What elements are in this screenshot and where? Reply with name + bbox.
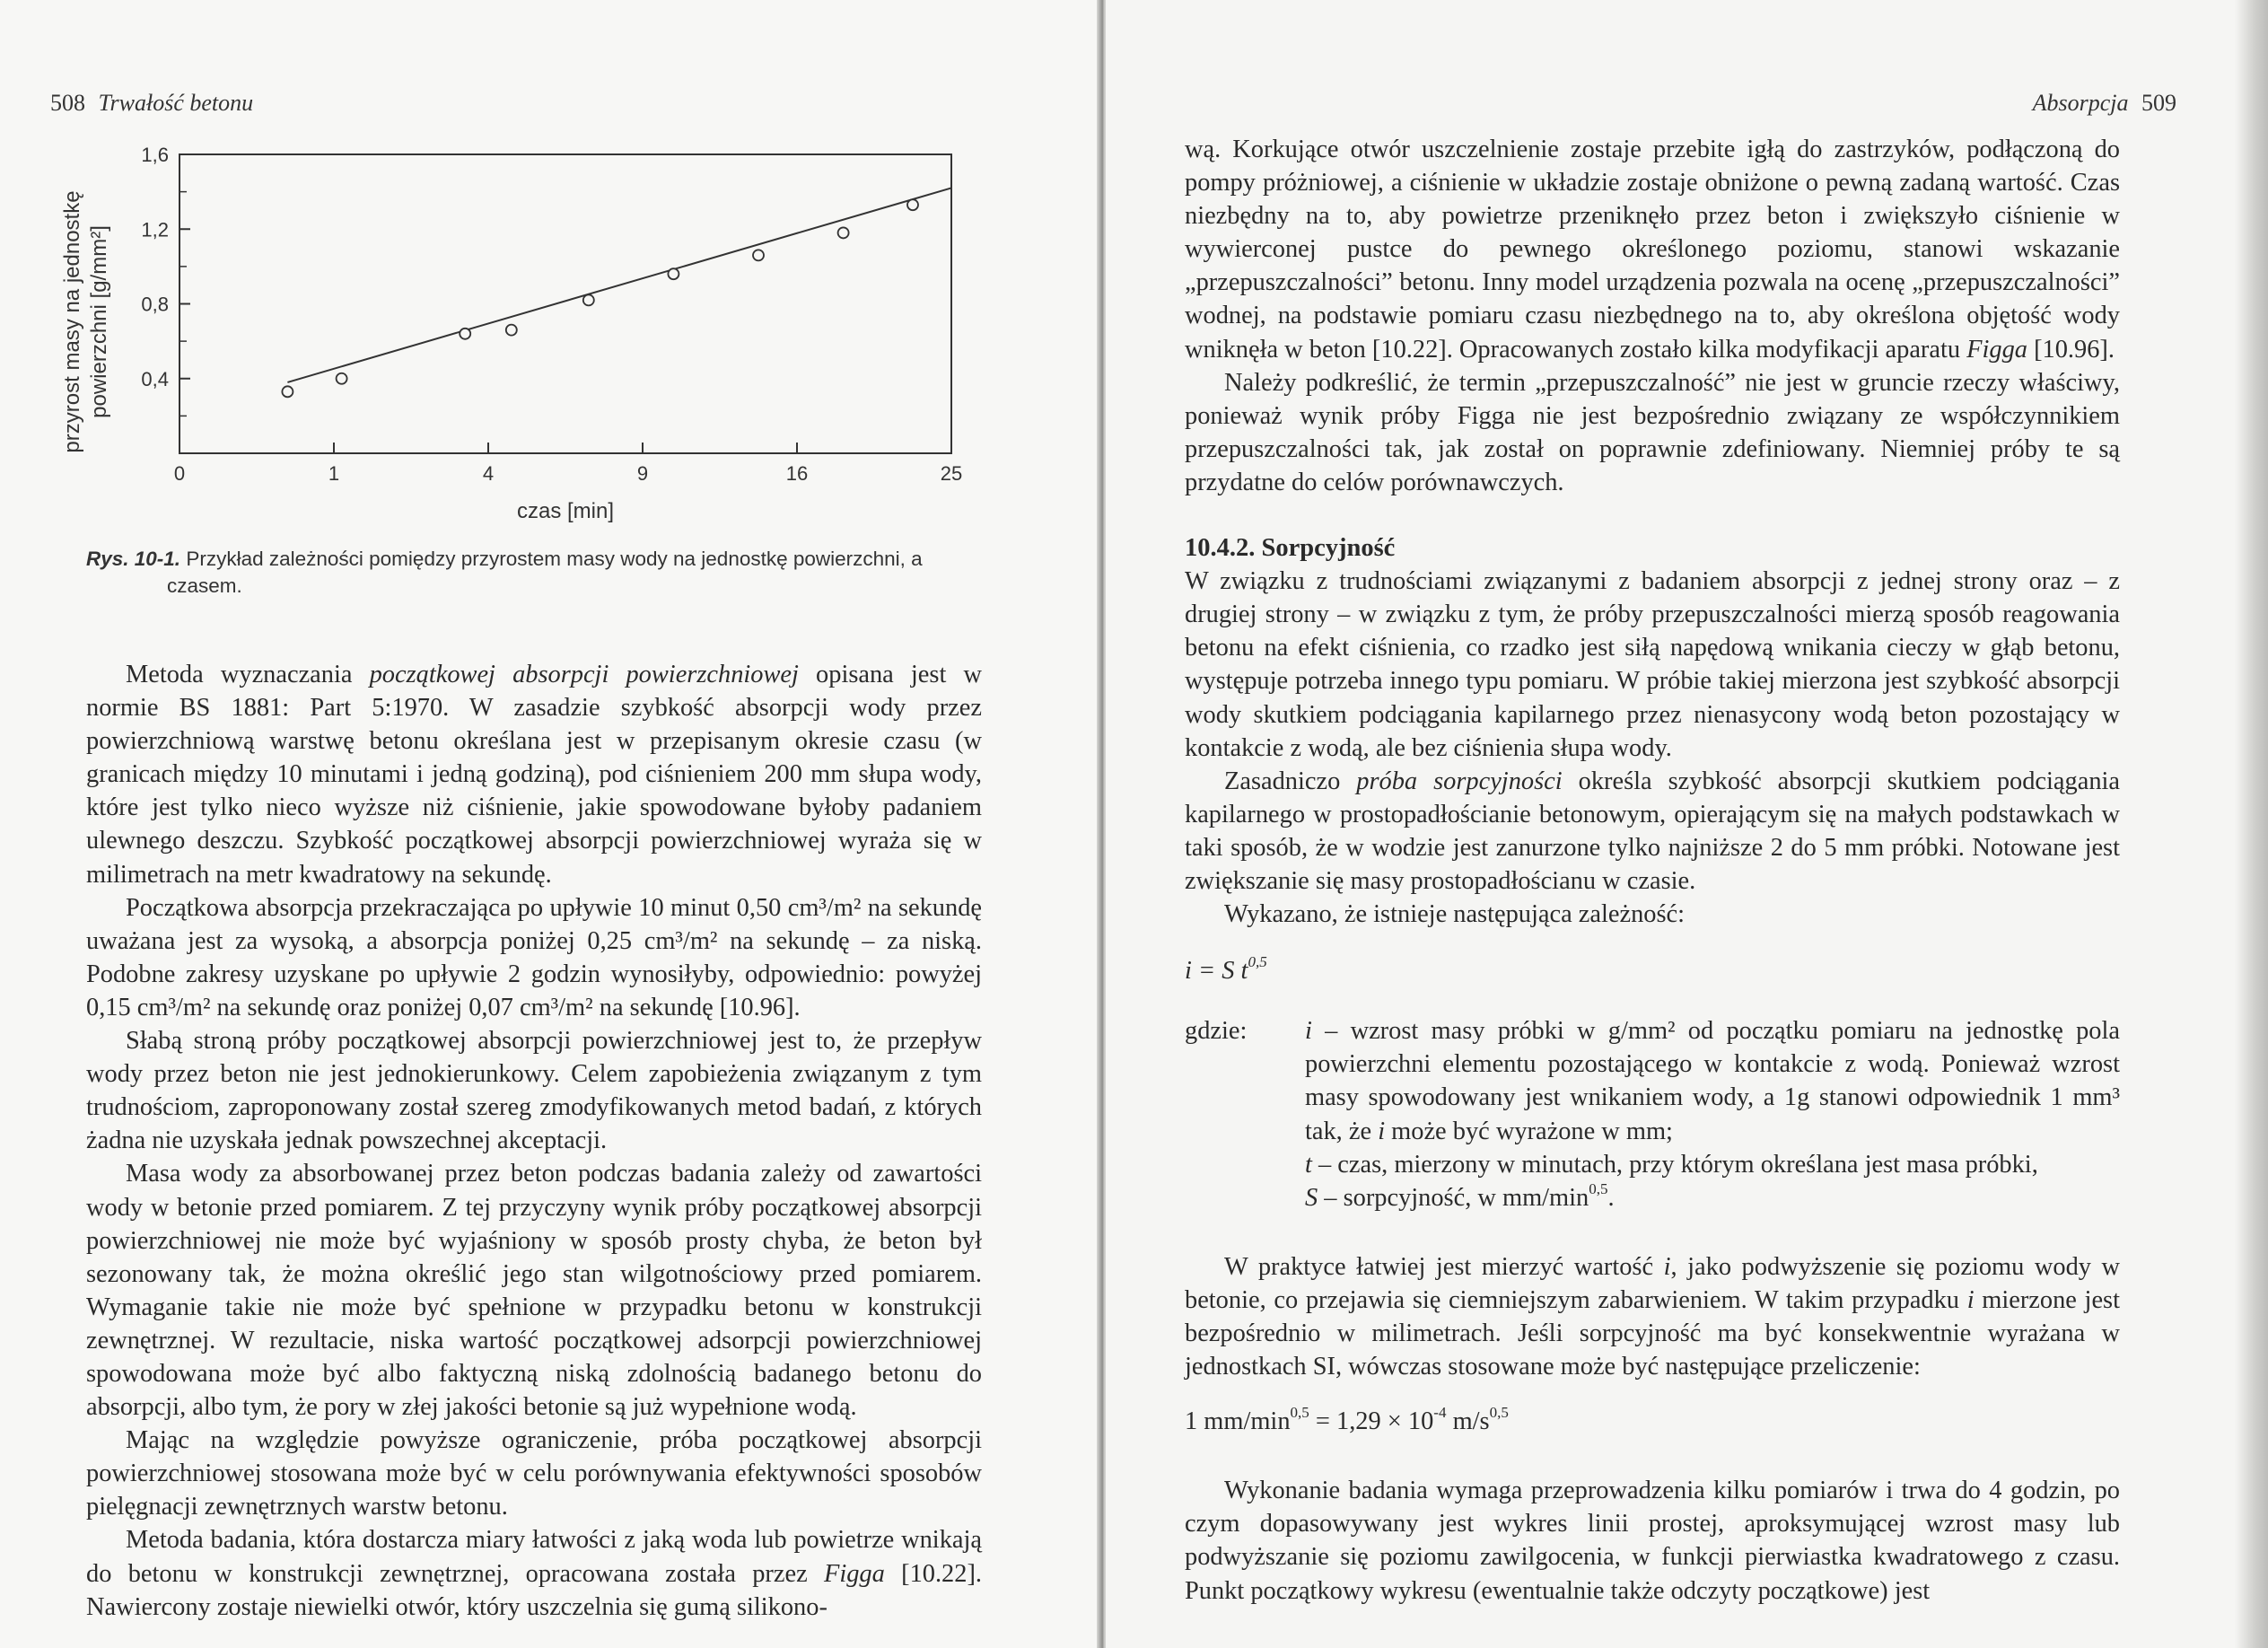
data-point — [282, 386, 293, 397]
symbol-i: i — [1305, 1017, 1312, 1046]
data-point — [460, 329, 470, 339]
conversion-formula — [1185, 1405, 2120, 1438]
data-point — [668, 268, 679, 279]
conversion-part-a: 1 mm/min — [1185, 1407, 1291, 1436]
definition-s — [1305, 1181, 2120, 1214]
data-point — [506, 325, 517, 336]
formula-main: i = S t — [1185, 957, 1248, 986]
data-point — [838, 227, 849, 238]
definition-i — [1305, 1014, 2120, 1147]
right-paragraph: Wykonanie badania wymaga przeprowadzenia kilku pomiarów i trwa do 4 godzin, po czym dopasowywany jest wykres linii prostej, aproksymującej wzrost masy lub podwyższanie się poziomu zawilgocenia, w funkcji pierwiastka kwadratowego z czasu. Punkt początkowy wykresu (ewentualnie także odczyty początkowe) jest — [1185, 1477, 2120, 1605]
right-paragraph: wą. Korkujące otwór uszczelnienie zostaje przebite igłą do zastrzyków, podłączoną do pompy próżniowej, a ciśnienie w układzie zostaje obniżone o pewną zadaną wartość. Czas niezbędny na to, aby powietrze przeniknęło przez beton i zwiększyło ciśnienie w wywierconej pustce do pewnego określonego poziomu, stanowi wskazanie „przepuszczalności” betonu. Inny model urządzenia pozwala na ocenę „przepuszczalności” wodnej, na podstawie pomiaru czasu niezbędnego na to, aby określona objętość wody wniknęła w beton [10.22]. Opracowanych zostało kilka modyfikacji aparatu Figga [10.96]. — [1185, 136, 2120, 364]
right-page-running-title: Absorpcja — [2032, 90, 2129, 116]
definition-i-text: – wzrost masy próbki w g/mm² od początku pomiaru na jednostkę pola powierzchni elementu pozostającego w kontakcie z wodą. Ponieważ wzrost masy spowodowany jest wnikaniem wody, a 1g stanowi odpowiednik 1 mm³ tak, że i może być wyrażone w mm; — [1305, 1017, 2120, 1145]
left-page — [0, 0, 1099, 1648]
left-paragraph: Początkowa absorpcja przekraczająca po upływie 10 minut 0,50 cm³/m² na sekundę uważana jest za wysoką, a absorpcja poniżej 0,25 cm³/m² na sekundę – za niską. Podobne zakresy uzyskane po upływie 2 godzin wynosiłyby, odpowiednio: powyżej 0,15 cm³/m² na sekundę oraz poniżej 0,07 cm³/m² na sekundę [10.96]. — [86, 893, 982, 1021]
left-paragraph: Mając na względzie powyższe ograniczenie, próba początkowej absorpcji powierzchniowej stosowana może być w celu porównywania efektywności sposobów pielęgnacji zewnętrznych warstw betonu. — [86, 1426, 982, 1521]
definition-s-end: . — [1607, 1183, 1615, 1212]
x-tick-label: 16 — [785, 462, 809, 485]
y-tick-label: 1,2 — [141, 218, 169, 241]
definition-t-text: – czas, mierzony w minutach, przy którym określana jest masa próbki, — [1311, 1150, 2038, 1179]
conversion-part-b: = 1,29 × 10 — [1309, 1407, 1434, 1436]
right-paragraph: Zasadniczo próba sorpcyjności określa szybkość absorpcji skutkiem podciągania kapilarnego w prostopadłościanie betonowym, opierającym się na małych podstawkach w taki sposób, że w wodzie jest zanurzone tylko najniższe 2 do 5 mm próbki. Notowane jest zwiększanie się masy prostopadłościanu w czasie. — [1185, 767, 2121, 895]
x-tick-label: 25 — [940, 462, 963, 485]
y-axis-label-line2: powierzchni [g/mm²] — [87, 225, 111, 418]
right-body-text — [1185, 133, 2120, 1608]
left-paragraph: Słabą stroną próby początkowej absorpcji powierzchniowej jest to, że przepływ wody przez beton nie jest jednokierunkowy. Celem zapobieżenia związanym z tym trudnościom, zaproponowany został szereg zmodyfikowanych metod badań, z których żadna nie uzyskała jednak powszechnej akceptacji. — [86, 1027, 982, 1155]
conversion-exp-a: 0,5 — [1290, 1404, 1309, 1422]
right-paragraph: W praktyce łatwiej jest mierzyć wartość i, jako podwyższenie się poziomu wody w betonie, co przejawia się ciemniejszym zabarwieniem. W takim przypadku i mierzone jest bezpośrednio w milimetrach. Jeśli sorpcyjność ma być konsekwentnie wyrażana w jednostkach SI, wówczas stosowane może być następujące przeliczenie: — [1185, 1252, 2120, 1381]
y-tick-label: 1,6 — [141, 144, 169, 166]
x-axis-label: czas [min] — [516, 499, 615, 523]
symbol-t: t — [1305, 1150, 1312, 1179]
data-point — [583, 294, 594, 305]
figure-caption-line1: Przykład zależności pomiędzy przyrostem masy wody na jednostkę powierzchni, a — [186, 548, 923, 570]
left-page-running-title: Trwałość betonu — [98, 90, 254, 116]
sorptivity-formula — [1185, 954, 2120, 987]
right-page-header — [2033, 90, 2176, 117]
x-tick-label: 1 — [328, 462, 340, 485]
y-tick-label: 0,4 — [141, 367, 169, 390]
x-tick-label: 0 — [173, 462, 186, 485]
data-point — [337, 373, 347, 384]
plot-frame — [180, 154, 951, 453]
page-edge-shadow — [2235, 0, 2268, 1648]
conversion-exp-b: -4 — [1433, 1404, 1447, 1422]
y-axis-label-line1: przyrost masy na jednostkę — [60, 190, 84, 453]
x-tick-label: 4 — [482, 462, 495, 485]
definition-s-text: – sorpcyjność, w mm/min — [1318, 1183, 1589, 1212]
definition-s-exponent: 0,5 — [1589, 1179, 1608, 1197]
conversion-part-c: m/s — [1446, 1407, 1490, 1436]
left-page-header — [50, 90, 253, 117]
x-tick-label: 9 — [636, 462, 649, 485]
conversion-exp-c: 0,5 — [1489, 1404, 1509, 1422]
y-tick-label: 0,8 — [141, 293, 169, 316]
symbol-definitions — [1185, 1014, 2120, 1214]
right-page-number: 509 — [2141, 90, 2176, 116]
figure-caption — [86, 546, 984, 600]
formula-exponent: 0,5 — [1248, 953, 1267, 971]
figure-caption-line2: czasem. — [167, 574, 242, 597]
figure-chart — [54, 135, 987, 534]
right-paragraph: W związku z trudnościami związanymi z badaniem absorpcji z jednej strony oraz – z drugiej strony – w związku z tym, że próby przepuszczalności mierzą sposób reagowania betonu na efekt ciśnienia, co rzadko jest siłą napędową wnikania cieczy w głąb betonu, występuje potrzeba innego typu pomiaru. W próbie takiej mierzona jest szybkość absorpcji wody skutkiem podciągania kapilarnego przez nienasycony wodą beton pozostający w kontakcie z wodą, ale bez ciśnienia słupa wody. — [1185, 567, 2120, 762]
left-body-text — [86, 658, 982, 1624]
left-paragraph: Masa wody za absorbowanej przez beton podczas badania zależy od zawartości wody w betonie przed pomiarem. Z tej przyczyny wynik próby początkowej absorpcji powierzchniowej nie może być wyjaśniony w sposób prosty chyba, że beton był sezonowany tak, że można określić jego stan wilgotnościowy przed pomiarem. Wymaganie takie nie może być spełnione w przypadku betonu w konstrukcji zewnętrznej. W rezultacie, niska wartość początkowej adsorpcji powierzchniowej spowodowana może być albo faktyczną niską zdolnością badanego betonu do absorpcji, albo tym, że pory w złej jakości betonie są już wypełnione wodą. — [86, 1160, 982, 1422]
definition-t — [1305, 1148, 2120, 1181]
fit-line — [287, 188, 951, 381]
section-heading: 10.4.2. Sorpcyjność — [1185, 534, 1396, 563]
left-paragraph: Metoda badania, która dostarcza miary łatwości z jaką woda lub powietrze wnikają do betonu w konstrukcji zewnętrznej, opracowana została przez Figga [10.22]. Nawiercony zostaje niewielki otwór, który uszczelnia się gumą silikono- — [86, 1526, 983, 1621]
data-point — [753, 250, 764, 260]
gdzie-label: gdzie: — [1185, 1017, 1248, 1046]
right-paragraph: Wykazano, że istnieje następująca zależność: — [1224, 900, 1685, 929]
right-paragraph: Należy podkreślić, że termin „przepuszczalność” nie jest w gruncie rzeczy właściwy, ponieważ wynik próby Figga nie jest bezpośrednio związany ze współczynnikiem przepuszczalności tak, jak został on poprawnie zdefiniowany. Niemniej próby te są przydatne do celów porównawczych. — [1185, 368, 2120, 496]
left-page-number: 508 — [50, 90, 85, 116]
data-point — [907, 199, 918, 210]
figure-label: Rys. 10-1. — [86, 548, 181, 570]
left-paragraph: Metoda wyznaczania początkowej absorpcji powierzchniowej opisana jest w normie BS 1881: Part 5:1970. W zasadzie szybkość absorpcji wody przez powierzchniową warstwę betonu określana jest w przepisanym okresie czasu (w granicach między 10 minutami i jedną godziną), pod ciśnieniem 200 mm słupa wody, które jest tylko nieco wyższe niż ciśnienie, jakie spowodowane byłoby padaniem ulewnego deszczu. Szybkość początkowej absorpcji powierzchniowej wyraża się w milimetrach na metr kwadratowy na sekundę. — [86, 661, 982, 889]
symbol-s: S — [1305, 1183, 1318, 1212]
